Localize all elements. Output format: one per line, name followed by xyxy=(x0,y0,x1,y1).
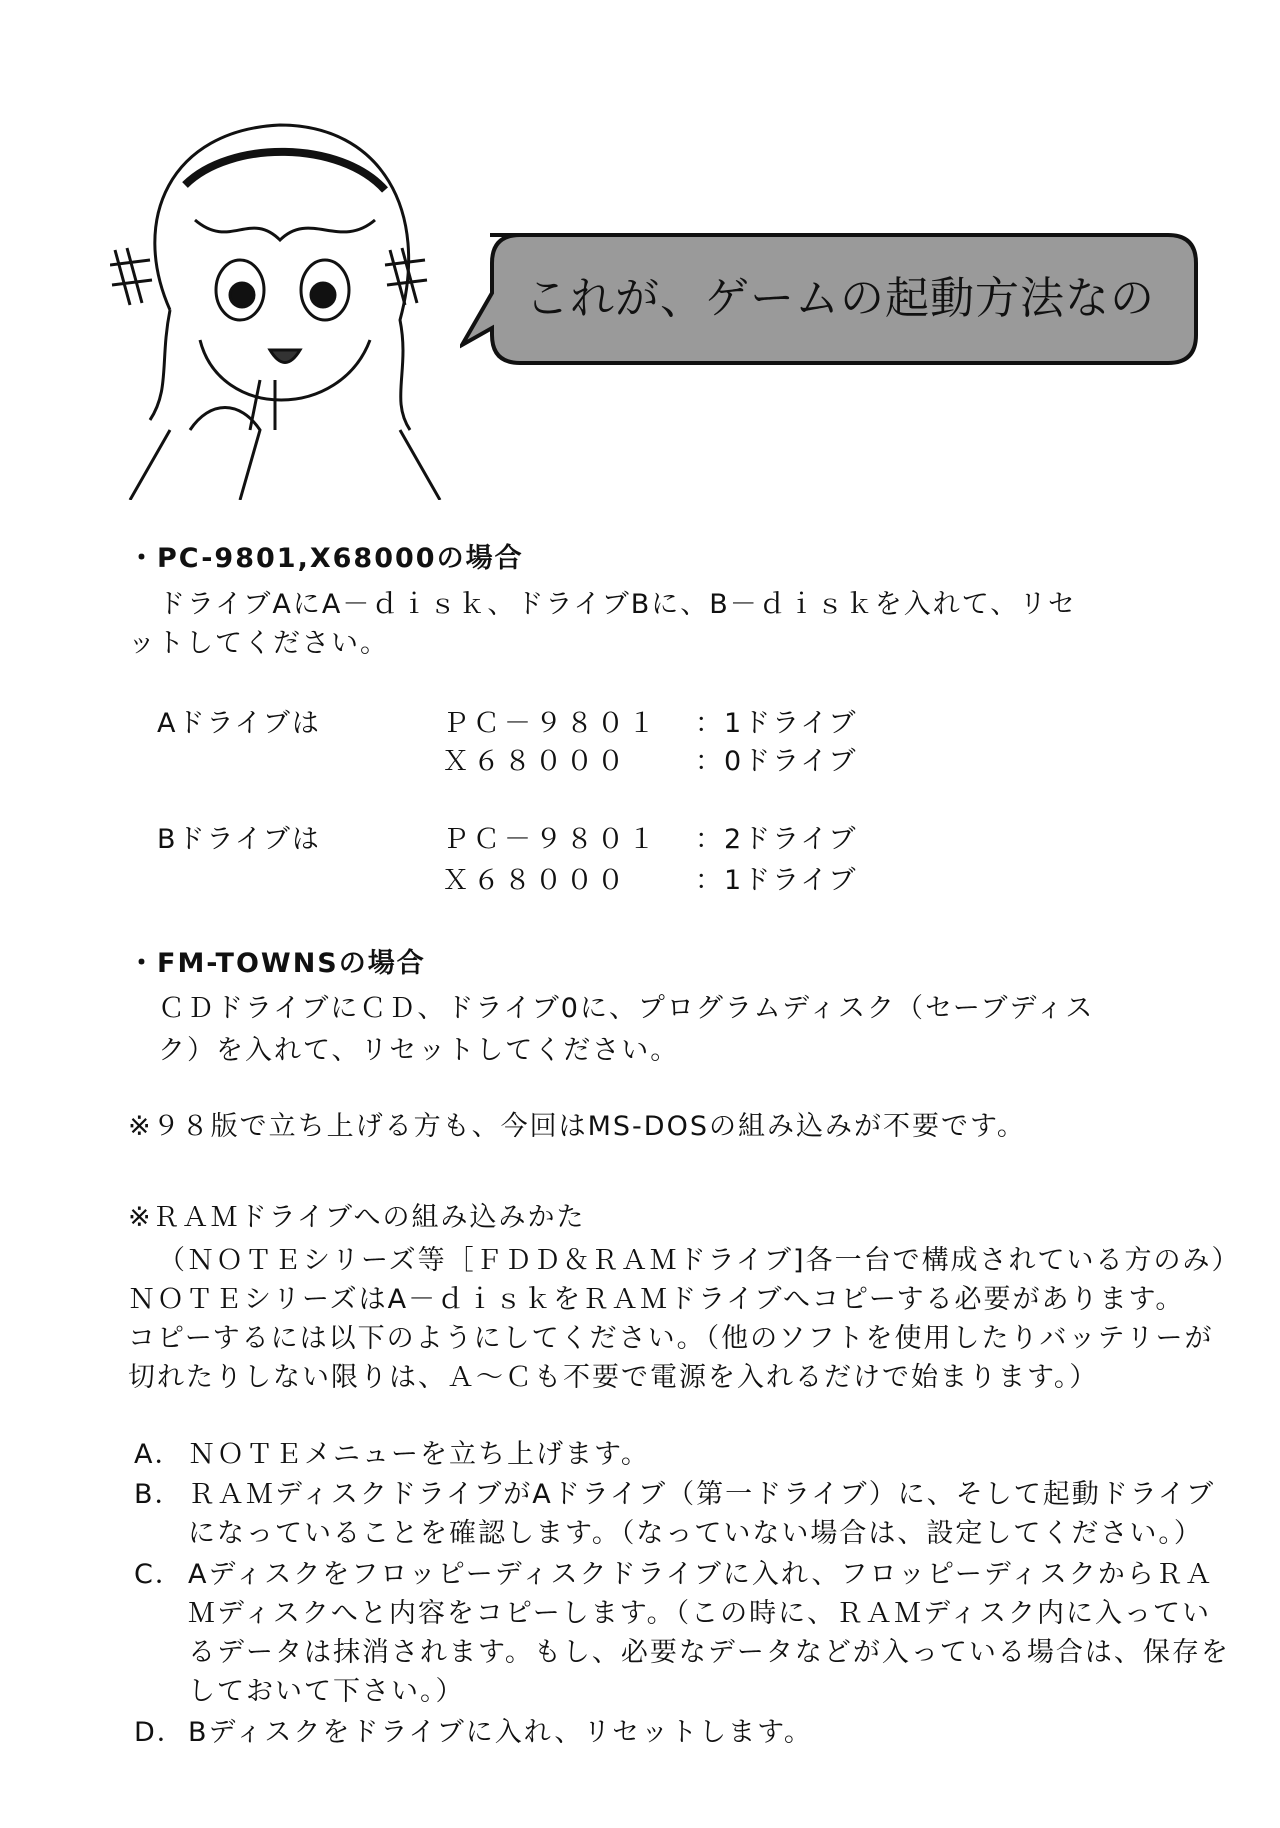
step-line: ＲＡＭディスクドライブがAドライブ（第一ドライブ）に、そして起動ドライブ xyxy=(188,1479,1216,1510)
paragraph-line: （ＮＯＴＥシリーズ等［ＦＤＤ＆ＲＡＭドライブ]各一台で構成されている方のみ） xyxy=(158,1245,1241,1276)
paragraph-line: コピーするには以下のようにしてください。（他のソフトを使用したりバッテリーが xyxy=(128,1323,1214,1354)
paragraph-line: ＮＯＴＥシリーズはA－ｄｉｓｋをＲＡＭドライブへコピーする必要があります。 xyxy=(128,1284,1185,1315)
step-line: ＮＯＴＥメニューを立ち上げます。 xyxy=(188,1439,650,1470)
step-label: A． xyxy=(134,1439,184,1470)
paragraph-line: ドライブAにA－ｄｉｓｋ、ドライブBに、B－ｄｉｓｋを入れて、リセ xyxy=(158,589,1077,620)
paragraph-line: 切れたりしない限りは、Ａ～Ｃも不要で電源を入れるだけで始まります。） xyxy=(128,1362,1099,1393)
step-label: C． xyxy=(134,1559,184,1590)
paragraph-line: ＣＤドライブにＣＤ、ドライブ0に、プログラムディスク（セーブディス xyxy=(158,993,1095,1024)
character-illustration xyxy=(110,100,460,500)
step-line: しておいて下さい。） xyxy=(188,1676,465,1707)
note-ram-heading: ※ＲＡＭドライブへの組み込みかた xyxy=(128,1202,586,1233)
table-machine: ＰＣ－９８０１ xyxy=(442,824,659,855)
table-value: ：2ドライブ xyxy=(695,824,858,855)
step-label: D． xyxy=(134,1717,186,1748)
paragraph-line: ク）を入れて、リセットしてください。 xyxy=(158,1035,680,1066)
step-line: Bディスクをドライブに入れ、リセットします。 xyxy=(188,1717,813,1748)
table-value: ：1ドライブ xyxy=(695,865,858,896)
bubble-text: これが、ゲームの起動方法なの xyxy=(525,273,1155,324)
section-heading-pc9801: ・PC-9801,X68000の場合 xyxy=(128,543,524,574)
table-drive-label: Aドライブは xyxy=(157,708,321,739)
step-label: B． xyxy=(134,1479,184,1510)
step-line: Aディスクをフロッピーディスクドライブに入れ、フロッピーディスクからＲＡ xyxy=(188,1559,1214,1590)
table-machine: Ｘ６８０００ xyxy=(442,865,628,896)
table-value: ：1ドライブ xyxy=(695,708,858,739)
table-value: ：0ドライブ xyxy=(695,746,858,777)
step-line: るデータは抹消されます。もし、必要なデータなどが入っている場合は、保存を xyxy=(188,1637,1230,1668)
table-machine: ＰＣ－９８０１ xyxy=(442,708,659,739)
table-drive-label: Bドライブは xyxy=(157,824,321,855)
step-line: になっていることを確認します。（なっていない場合は、設定してください。） xyxy=(188,1518,1203,1549)
step-line: Ｍディスクへと内容をコピーします。（この時に、ＲＡＭディスク内に入ってい xyxy=(188,1598,1211,1629)
section-heading-fmtowns: ・FM-TOWNSの場合 xyxy=(128,948,426,979)
table-machine: Ｘ６８０００ xyxy=(442,746,628,777)
note-msdos: ※９８版で立ち上げる方も、今回はMS-DOSの組み込みが不要です。 xyxy=(128,1111,1026,1142)
paragraph-line: ットしてください。 xyxy=(128,628,389,659)
